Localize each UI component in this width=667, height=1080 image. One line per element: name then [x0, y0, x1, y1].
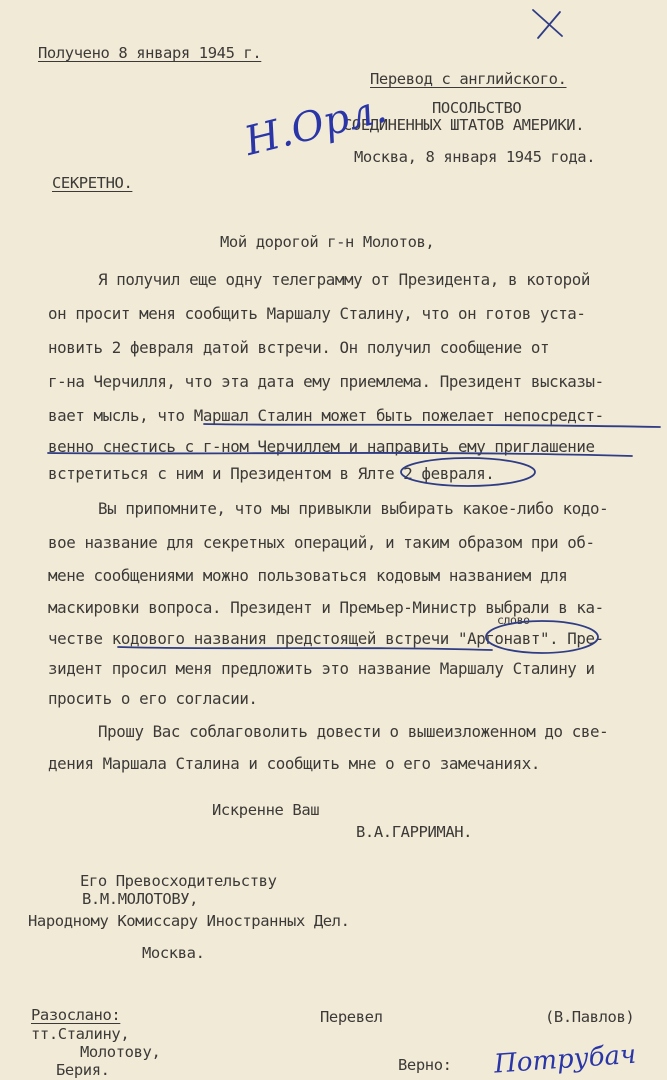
translated-by-label: Перевел: [320, 1008, 383, 1026]
embassy-line-2: СОЕДИНЕННЫХ ШТАТОВ АМЕРИКИ.: [343, 116, 585, 134]
addressee-name: В.М.МОЛОТОВУ,: [82, 890, 199, 908]
distribution-recipient: Молотову,: [80, 1043, 161, 1061]
closing: Искренне Ваш: [212, 801, 320, 819]
body-line: новить 2 февраля датой встречи. Он получил сообщение от: [48, 338, 550, 357]
place-date: Москва, 8 января 1945 года.: [354, 148, 596, 166]
body-line: вое название для секретных операций, и таким образом при об-: [48, 533, 595, 552]
addressee-position: Народному Комиссару Иностранных Дел.: [28, 912, 350, 930]
body-line: встретиться с ним и Президентом в Ялте 2 февраля.: [48, 464, 495, 483]
body-line: г-на Черчилля, что эта дата ему приемлема. Президент высказы-: [48, 372, 604, 391]
translator-name: (В.Павлов): [545, 1008, 635, 1026]
distribution-recipient: Берия.: [56, 1061, 110, 1079]
corner-x-mark: [533, 10, 562, 38]
body-line: вает мысль, что Маршал Сталин может быть пожелает непосредст-: [48, 406, 604, 425]
addressee-title: Его Превосходительству: [80, 872, 277, 890]
body-line: просить о его согласии.: [48, 689, 258, 708]
verified-label: Верно:: [398, 1056, 452, 1074]
addressee-city: Москва.: [142, 944, 205, 962]
body-line: он просит меня сообщить Маршалу Сталину, что он готов уста-: [48, 304, 586, 323]
body-line: мене сообщениями можно пользоваться кодовым названием для: [48, 566, 568, 585]
body-line: зидент просил меня предложить это название Маршалу Сталину и: [48, 659, 595, 678]
body-line: Я получил еще одну телеграмму от Президента, в которой: [98, 270, 590, 289]
body-line: честве кодового названия предстоящей встречи "Аргонавт". Пре-: [48, 629, 604, 648]
body-line: венно снестись с г-ном Черчиллем и направить ему приглашение: [48, 437, 595, 456]
body-line: Прошу Вас соблаговолить довести о вышеизложенном до све-: [98, 722, 609, 741]
translation-note: Перевод с английского.: [370, 70, 567, 88]
embassy-line-1: ПОСОЛЬСТВО: [432, 99, 522, 117]
body-line: Вы припомните, что мы привыкли выбирать какое-либо кодо-: [98, 499, 609, 518]
distribution-recipient: тт.Сталину,: [31, 1025, 130, 1043]
verified-signature: Потрубач: [493, 1039, 638, 1080]
signer: В.А.ГАРРИМАН.: [356, 823, 473, 841]
handwritten-note: Н.Орл.: [240, 85, 392, 165]
body-line: дения Маршала Сталина и сообщить мне о его замечаниях.: [48, 754, 540, 773]
insertion-word: слово: [497, 613, 530, 627]
distribution-label: Разослано:: [31, 1006, 121, 1024]
classification-label: СЕКРЕТНО.: [52, 174, 133, 192]
salutation: Мой дорогой г-н Молотов,: [220, 233, 435, 251]
body-line: маскировки вопроса. Президент и Премьер-Министр выбрали в ка-: [48, 598, 604, 617]
received-stamp: Получено 8 января 1945 г.: [38, 44, 262, 62]
